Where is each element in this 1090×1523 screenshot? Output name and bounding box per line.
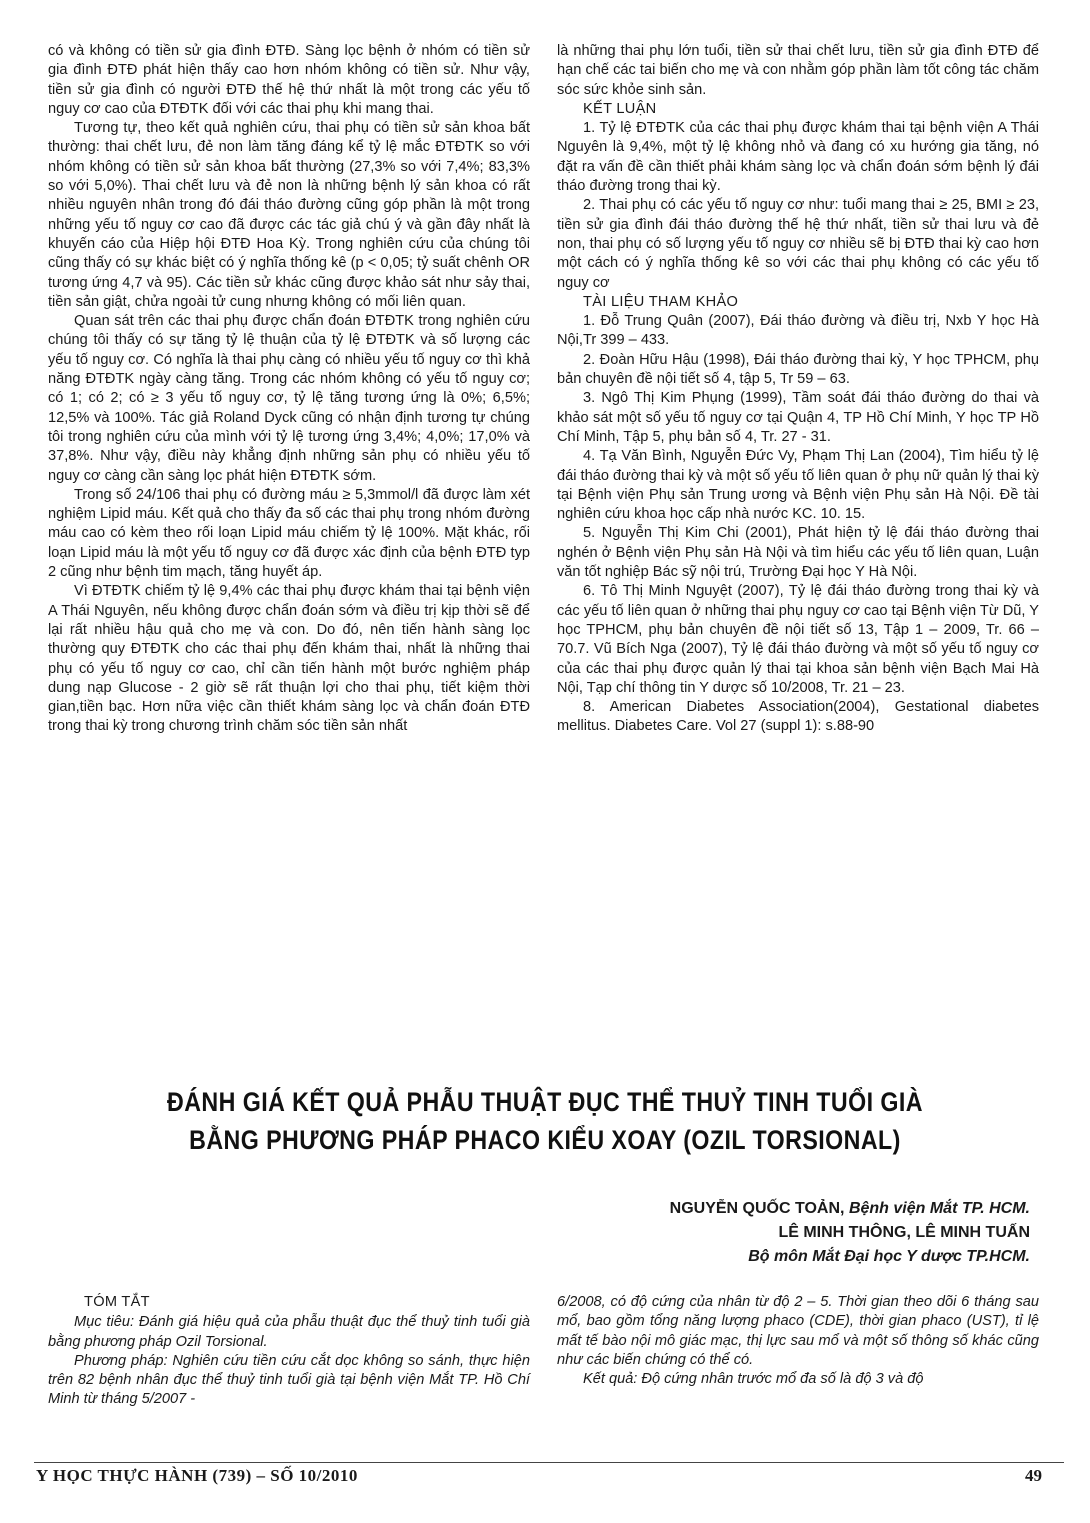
paragraph: Tương tự, theo kết quả nghiên cứu, thai phụ có tiền sử sản khoa bất thường: thai chết lưu, đẻ non làm tăng đáng kể tỷ lệ mắc ĐTĐTK so với nhóm không có tiền sử sản khoa bất thường (27,3% so với 7,4%; 83,3% so với 5,0%). Thai chết lưu và đẻ non là những bệnh lý sản khoa có rất nhiều nguyên nhân trong đó đái tháo đường cũng góp phần là một trong những yếu tố nguy cơ cao đã được các tác giả chú ý và gần đây nhất là khuyến cáo của Hiệp hội ĐTĐ Hoa Kỳ. Trong nghiên cứu của chúng tôi cũng thấy có sự khác biệt có ý nghĩa thống kê (p < 0,05; tỷ suất chênh OR tương ứng 4,7 và 95). Các tiền sử khác cũng được khảo sát như sảy thai, tiền sản giật, chửa ngoài tử cung nhưng không có mối liên quan. — [48, 120, 530, 310]
author-name: NGUYỄN QUỐC TOẢN, — [669, 1200, 849, 1217]
reference-item: 3. Ngô Thị Kim Phụng (1999), Tầm soát đái tháo đường do thai và khảo sát một số yếu tố nguy cơ tại Quận 4, TP Hồ Chí Minh, Y học TP Hồ Chí Minh, Tập 5, phụ bản số 4, Tr. 27 - 31. — [557, 390, 1039, 445]
author-line-3: Bộ môn Mắt Đại học Y dược TP.HCM. — [748, 1248, 1030, 1265]
footer-rule — [34, 1462, 1064, 1463]
reference-item: 4. Tạ Văn Bình, Nguyễn Đức Vy, Phạm Thị Lan (2004), Tìm hiểu tỷ lệ đái tháo đường thai kỳ và một số yếu tố liên quan ở phụ nữ quản lý thai kỳ tại Bệnh viện Phụ sản Trung ương và Bệnh viện Phụ sản Hà Nội. Đề tài nghiên cứu khoa học cấp nhà nước KC. 10. 15. — [557, 448, 1039, 523]
abstract-method-continued: 6/2008, có độ cứng của nhân từ độ 2 – 5. Thời gian theo dõi 6 tháng sau mổ, bao gồm tổng năng lượng phaco (CDE), thời gian phaco (UST), tỉ lệ mất tế bào nội mô giác mạc, thị lực sau mổ và một số thông số khác cũng như các biến chứng có thể có. — [557, 1294, 1039, 1368]
abstract-objective: Mục tiêu: Đánh giá hiệu quả của phẫu thuật đục thể thuỷ tinh tuổi già bằng phương pháp Ozil Torsional. — [48, 1314, 530, 1350]
right-column — [557, 42, 1039, 737]
abstract-heading: TÓM TẮT — [84, 1294, 150, 1310]
article-title-line-1: ĐÁNH GIÁ KẾT QUẢ PHẪU THUẬT ĐỤC THỂ THUỶ TINH TUỔI GIÀ — [167, 1087, 923, 1117]
page-number: 49 — [1025, 1466, 1042, 1485]
abstract-right — [557, 1293, 1039, 1389]
author-line-1 — [670, 1197, 1030, 1221]
abstract-method: Phương pháp: Nghiên cứu tiền cứu cắt dọc không so sánh, thực hiện trên 82 bệnh nhân đục thể thuỷ tinh tuổi già tại bệnh viện Mắt TP. Hồ Chí Minh từ tháng 5/2007 - — [48, 1352, 530, 1408]
paragraph: có và không có tiền sử gia đình ĐTĐ. Sàng lọc bệnh ở nhóm có tiền sử gia đình ĐTĐ phát hiện thấy cao hơn nhóm không có tiền sử. Như vậy, tiền sử gia đình có người ĐTĐ thế hệ thứ nhất là một trong các yếu tố nguy cơ cao của ĐTĐTK đối với các thai phụ khi mang thai. — [48, 43, 530, 117]
journal-footer: Y HỌC THỰC HÀNH (739) – SỐ 10/2010 — [36, 1466, 358, 1485]
conclusion-item: 2. Thai phụ có các yếu tố nguy cơ như: tuổi mang thai ≥ 25, BMI ≥ 23, tiền sử gia đình đái tháo đường thế hệ thứ nhất, tiền sử thai lưu và đẻ non, thai phụ có số lượng yếu tố nguy cơ nhiều sẽ bị ĐTĐ thai kỳ cao hơn một cách có ý nghĩa thống kê so với các thai phụ không có các yếu tố nguy cơ — [557, 197, 1039, 291]
paragraph: Trong số 24/106 thai phụ có đường máu ≥ 5,3mmol/l đã được làm xét nghiệm Lipid máu. Kết quả cho thấy đa số các thai phụ trong nhóm đường máu cao có kèm theo rối loạn Lipid máu chiếm tỷ lệ 100%. Mặt khác, rối loạn Lipid máu là một yếu tố nguy cơ đã được xác định của bệnh ĐTĐ typ 2 cũng như bệnh tim mạch, tăng huyết áp. — [48, 486, 530, 581]
reference-item: 6. Tô Thị Minh Nguyệt (2007), Tỷ lệ đái tháo đường trong thai kỳ và các yếu tố liên quan ở những thai phụ nguy cơ cao tại Bệnh viện Từ Dũ, Y học TPHCM, phụ bản chuyên đề nội tiết số 13, Tập 1 – 2009, Tr. 66 – 70.7. Vũ Bích Nga (2007), Tỷ lệ đái tháo đường và một số yếu tố nguy cơ của các thai phụ được quản lý thai tại khoa sản bệnh viện Bạch Mai Hà Nội, Tạp chí thông tin Y dược số 10/2008, Tr. 21 – 23. — [557, 583, 1039, 696]
reference-item: 1. Đỗ Trung Quân (2007), Đái tháo đường và điều trị, Nxb Y học Hà Nội,Tr 399 – 433. — [557, 313, 1039, 349]
conclusion-item: 1. Tỷ lệ ĐTĐTK của các thai phụ được khám thai tại bệnh viện A Thái Nguyên là 9,4%, một tỷ lệ không nhỏ và đang có xu hướng gia tăng, nó đặt ra vấn đề cần thiết phải khám sàng lọc và chẩn đoán sớm bệnh lý đái tháo đường trong thai kỳ. — [557, 120, 1039, 195]
author-block — [670, 1197, 1030, 1269]
author-affiliation: Bệnh viện Mắt TP. HCM. — [848, 1200, 1030, 1217]
reference-item: 2. Đoàn Hữu Hậu (1998), Đái tháo đường thai kỳ, Y học TPHCM, phụ bản chuyên đề nội tiết số 4, tập 5, Tr 59 – 63. — [557, 351, 1039, 388]
abstract-result: Kết quả: Độ cứng nhân trước mổ đa số là độ 3 và độ — [583, 1371, 924, 1388]
conclusion-heading: KẾT LUẬN — [583, 100, 657, 117]
paragraph: Vì ĐTĐTK chiếm tỷ lệ 9,4% các thai phụ được khám thai tại bệnh viện A Thái Nguyên, nếu không được chẩn đoán sớm và điều trị kịp thời sẽ để lại rất nhiều hậu quả cho mẹ và con. Do đó, nên tiến hành sàng lọc thường quy ĐTĐTK cho các thai phụ đến khám thai, nhất là những thai phụ có yếu tố nguy cơ cao, chỉ cần tiến hành một bước nghiệm pháp dung nạp Glucose - 2 giờ sẽ rất thuận lợi cho thai phụ, tiết kiệm thời gian,tiền bạc. Hơn nữa việc cần thiết khám sàng lọc và chẩn đoán ĐTĐ trong thai kỳ trong chương trình chăm sóc tiền sản nhất — [48, 583, 530, 735]
reference-item: 8. American Diabetes Association(2004), Gestational diabetes mellitus. Diabetes Care. Vol 27 (suppl 1): s.88-90 — [557, 699, 1039, 735]
article-title-line-2: BẰNG PHƯƠNG PHÁP PHACO KIỂU XOAY (OZIL TORSIONAL) — [189, 1125, 901, 1155]
paragraph: là những thai phụ lớn tuổi, tiền sử thai chết lưu, tiền sử gia đình ĐTĐ để hạn chế các tai biến cho mẹ và con nhằm góp phần làm tốt công tác chăm sóc sức khỏe sinh sản. — [557, 43, 1039, 98]
reference-item: 5. Nguyễn Thị Kim Chi (2001), Phát hiện tỷ lệ đái tháo đường thai nghén ở Bệnh viện Phụ sản Hà Nội và tìm hiểu các yếu tố liên quan, Luận văn tốt nghiệp Bác sỹ nội trú, Trường Đại học Y Hà Nội. — [557, 525, 1039, 581]
paragraph: Quan sát trên các thai phụ được chẩn đoán ĐTĐTK trong nghiên cứu chúng tôi thấy có sự tăng tỷ lệ thuận của tỷ lệ ĐTĐTK và số lượng các yếu tố nguy cơ. Có nghĩa là thai phụ càng có nhiều yếu tố nguy cơ thì khả năng ĐTĐTK ngày càng tăng. Trong các nhóm không có yếu tố nguy cơ; có 1; có 2; có ≥ 3 yếu tố nguy cơ, tỷ lệ tăng tương ứng là 0%; 6,5%; 12,5% và 100%. Tác giả Roland Dyck cũng có nhận định tương tự chúng tôi trong nghiên cứu của mình với tỷ lệ tương ứng 3,4%; 4,0%; 17,0% và 37,8%. Như vậy, điều này khẳng định những sản phụ có nhiều yếu tố nguy cơ càng cần sàng lọc phát hiện ĐTĐTK sớm. — [48, 313, 530, 484]
references-heading: TÀI LIỆU THAM KHẢO — [583, 293, 739, 310]
abstract-left — [48, 1293, 530, 1410]
left-column — [48, 42, 530, 737]
author-line-2: LÊ MINH THÔNG, LÊ MINH TUẤN — [778, 1224, 1030, 1241]
